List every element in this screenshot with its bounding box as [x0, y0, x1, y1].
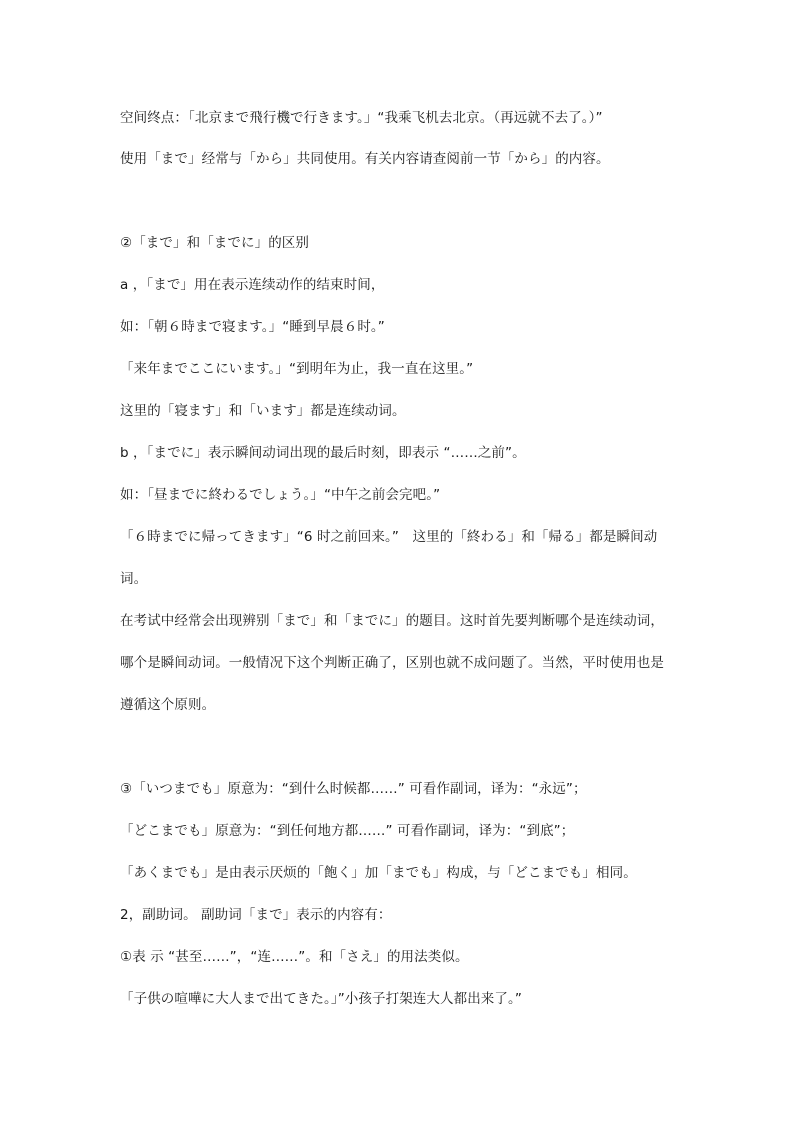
text-line-exam-note-2: 哪个是瞬间动词。一般情况下这个判断正确了，区别也就不成问题了。当然，平时使用也是	[120, 655, 664, 671]
section-heading-made-madeni: ②「まで」和「までに」的区别	[120, 235, 310, 251]
text-line-example-3: 如：「昼までに終わるでしょう。」“中午之前会完吧。”	[120, 487, 441, 503]
section-heading-adverbial-particle: 2，副助词。 副助词「まで」表示的内容有：	[120, 907, 392, 923]
text-line-example-4-cont: 词。	[120, 571, 148, 587]
text-line-dokomademo: 「どこまでも」原意为：“到任何地方都……” 可看作副词，译为：“到底”；	[120, 823, 575, 839]
text-line-point-b: b ，「までに」表示瞬间动词出现的最后时刻，即表示 “……之前”。	[120, 445, 526, 461]
text-line-example-4: 「６時までに帰ってきます」“6 时之前回来。” 这里的「終わる」和「帰る」都是瞬间动	[120, 529, 658, 545]
text-line-point-a: a ，「まで」用在表示连续动作的结束时间，	[120, 277, 385, 293]
text-line-example-5: 「子供の喧嘩に大人まで出てきた。」”小孩子打架连大人都出来了。”	[120, 991, 522, 1007]
text-line-point-1: ①表 示 “甚至……”，“连……”。和「さえ」的用法类似。	[120, 949, 469, 965]
text-line-example-1: 如：「朝６時まで寝ます。」“睡到早晨６时。”	[120, 319, 385, 335]
text-line-continuous-verbs: 这里的「寝ます」和「います」都是连续动词。	[120, 403, 406, 419]
text-line-example-2: 「来年までここにいます。」“到明年为止，我一直在这里。”	[120, 361, 474, 377]
text-line-itsumademo: ③「いつまでも」原意为：“到什么时候都……” 可看作副词，译为：“永远”；	[120, 781, 587, 797]
text-line-akumademo: 「あくまでも」是由表示厌烦的「飽く」加「までも」构成，与「どこまでも」相同。	[120, 865, 637, 881]
text-line-usage-note: 使用「まで」经常与「から」共同使用。有关内容请查阅前一节「から」的内容。	[120, 151, 610, 167]
text-line-destination-example: 空间终点：「北京まで飛行機で行きます。」“我乘飞机去北京。（再远就不去了。）”	[120, 110, 603, 126]
text-line-exam-note-3: 遵循这个原则。	[120, 697, 216, 713]
text-line-exam-note-1: 在考试中经常会出现辨别「まで」和「までに」的题目。这时首先要判断哪个是连续动词，	[120, 613, 664, 629]
